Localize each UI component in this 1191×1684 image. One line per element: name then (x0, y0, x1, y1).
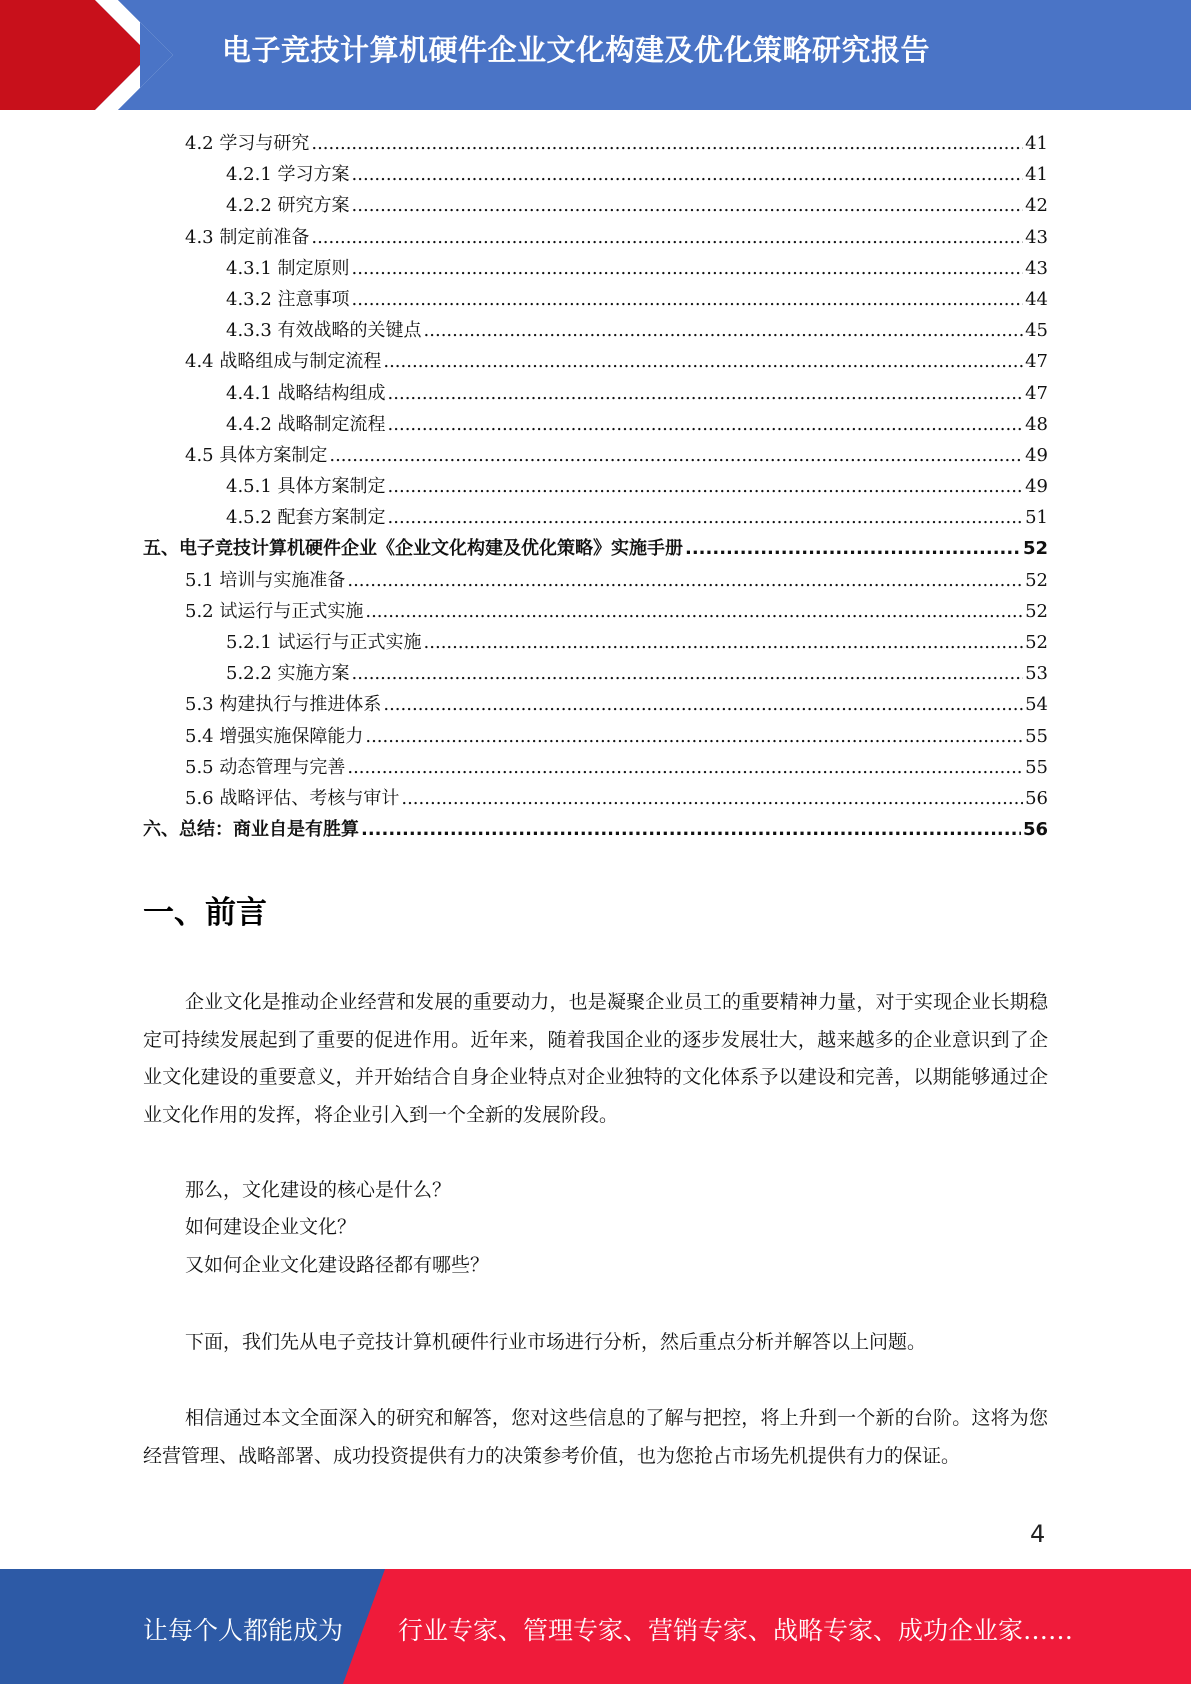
toc-entry-title: 4.5 具体方案制定 (185, 444, 328, 466)
toc-entry-title: 5.5 动态管理与完善 (185, 756, 346, 778)
toc-entry-page: 43 (1025, 257, 1048, 279)
toc-entry[interactable] (143, 159, 1048, 190)
toc-entry-page: 49 (1025, 444, 1048, 466)
toc-entry-page: 52 (1025, 569, 1048, 591)
toc-entry-title: 4.5.2 配套方案制定 (226, 507, 386, 529)
toc-entry-page: 41 (1025, 133, 1048, 154)
toc-entry-title: 六、总结：商业自是有胜算 (143, 819, 359, 841)
toc-entry-page: 52 (1025, 632, 1048, 653)
toc-leader-dots (352, 284, 1024, 315)
toc-entry-page: 49 (1025, 476, 1048, 498)
toc-entry[interactable] (143, 752, 1048, 783)
toc-entry-page: 55 (1025, 725, 1048, 747)
toc-entry-title: 4.3 制定前准备 (185, 226, 310, 248)
toc-entry-page: 45 (1025, 320, 1048, 342)
toc-entry[interactable] (143, 783, 1048, 814)
toc-entry[interactable] (143, 378, 1048, 409)
toc-entry[interactable] (143, 440, 1048, 471)
toc-leader-dots (365, 596, 1023, 627)
toc-entry-title: 5.1 培训与实施准备 (185, 569, 346, 591)
toc-entry[interactable] (143, 658, 1048, 689)
toc-entry-title: 5.2 试运行与正式实施 (185, 600, 364, 622)
toc-leader-dots (388, 471, 1024, 502)
question-1: 那么，文化建设的核心是什么？ (185, 1179, 452, 1201)
page-header (0, 0, 1191, 110)
toc-leader-dots (383, 689, 1023, 720)
toc-leader-dots (365, 721, 1023, 752)
toc-entry-page: 51 (1025, 507, 1048, 529)
toc-entry-title: 5.2.2 实施方案 (226, 663, 350, 685)
toc-leader-dots (347, 565, 1023, 596)
toc-entry-page: 55 (1025, 756, 1048, 778)
toc-entry[interactable] (143, 253, 1048, 284)
toc-entry-title: 4.4 战略组成与制定流程 (185, 351, 382, 373)
toc-leader-dots (347, 752, 1023, 783)
toc-entry[interactable] (143, 627, 1048, 658)
toc-entry[interactable] (143, 190, 1048, 221)
intro-paragraph: 企业文化是推动企业经营和发展的重要动力，也是凝聚企业员工的重要精神力量，对于实现企业长期稳定可持续发展起到了重要的促进作用。近年来，随着我国企业的逐步发展壮大，越来越多的企业意识到了企业文化建设的重要意义，并开始结合自身企业特点对企业独特的文化体系予以建设和完善，以期能够通过企业文化作用的发挥，将企业引入到一个全新的发展阶段。 (143, 991, 1048, 1126)
toc-entry-page: 56 (1025, 787, 1048, 809)
toc-leader-dots (361, 814, 1021, 845)
toc-entry-title: 4.3.1 制定原则 (226, 257, 350, 279)
section-title: 一、前言 (143, 895, 267, 931)
toc-leader-dots (685, 533, 1021, 564)
toc-entry-title: 4.4.2 战略制定流程 (226, 413, 386, 435)
toc-leader-dots (311, 128, 1023, 159)
toc-leader-dots (352, 190, 1024, 221)
toc-entry[interactable] (143, 533, 1048, 564)
toc-leader-dots (352, 159, 1024, 190)
toc-leader-dots (388, 409, 1024, 440)
toc-entry[interactable] (143, 284, 1048, 315)
toc-leader-dots (424, 315, 1024, 346)
toc-entry-title: 五、电子竞技计算机硬件企业《企业文化构建及优化策略》实施手册 (143, 538, 683, 560)
toc-entry[interactable] (143, 471, 1048, 502)
toc-entry-page: 43 (1025, 226, 1048, 248)
question-2: 如何建设企业文化？ (185, 1216, 357, 1238)
toc-entry-page: 48 (1025, 413, 1048, 435)
toc-entry-title: 5.4 增强实施保障能力 (185, 725, 364, 747)
page-number: 4 (1030, 1520, 1046, 1548)
toc-entry-title: 4.2 学习与研究 (185, 133, 310, 154)
conclusion-paragraph: 相信通过本文全面深入的研究和解答，您对这些信息的了解与把控，将上升到一个新的台阶。这将为您经营管理、战略部署、成功投资提供有力的决策参考价值，也为您抢占市场先机提供有力的保证。 (143, 1407, 1048, 1467)
toc-entry[interactable] (143, 409, 1048, 440)
toc-leader-dots (424, 627, 1024, 658)
toc-leader-dots (311, 222, 1023, 253)
question-3: 又如何企业文化建设路径都有哪些？ (185, 1254, 490, 1276)
toc-entry[interactable] (143, 565, 1048, 596)
toc-entry-title: 5.3 构建执行与推进体系 (185, 694, 382, 716)
toc-entry-title: 5.2.1 试运行与正式实施 (226, 632, 422, 653)
toc-entry-page: 44 (1025, 288, 1048, 310)
toc-entry-title: 4.3.2 注意事项 (226, 288, 350, 310)
toc-entry-page: 52 (1025, 600, 1048, 622)
toc-entry[interactable] (143, 128, 1048, 159)
table-of-contents (143, 128, 1048, 845)
toc-entry[interactable] (143, 346, 1048, 377)
toc-entry-title: 4.5.1 具体方案制定 (226, 476, 386, 498)
toc-entry-page: 52 (1022, 538, 1048, 560)
toc-entry-page: 41 (1025, 164, 1048, 186)
toc-entry-page: 42 (1025, 195, 1048, 217)
page-footer (0, 1569, 1191, 1684)
toc-leader-dots (388, 378, 1024, 409)
toc-entry[interactable] (143, 502, 1048, 533)
toc-leader-dots (352, 658, 1024, 689)
toc-entry-page: 47 (1025, 351, 1048, 373)
analysis-paragraph: 下面，我们先从电子竞技计算机硬件行业市场进行分析，然后重点分析并解答以上问题。 (185, 1331, 927, 1353)
toc-entry-page: 53 (1025, 663, 1048, 685)
toc-entry-title: 4.2.2 研究方案 (226, 195, 350, 217)
toc-entry-title: 4.2.1 学习方案 (226, 164, 350, 186)
toc-entry-title: 4.4.1 战略结构组成 (226, 382, 386, 404)
toc-leader-dots (383, 346, 1023, 377)
toc-leader-dots (388, 502, 1024, 533)
toc-leader-dots (329, 440, 1023, 471)
toc-entry[interactable] (143, 814, 1048, 845)
toc-leader-dots (352, 253, 1024, 284)
toc-entry[interactable] (143, 721, 1048, 752)
toc-entry[interactable] (143, 315, 1048, 346)
header-title: 电子竞技计算机硬件企业文化构建及优化策略研究报告 (222, 33, 931, 67)
toc-entry[interactable] (143, 596, 1048, 627)
toc-entry-page: 56 (1022, 819, 1048, 841)
toc-entry-page: 54 (1025, 694, 1048, 716)
footer-slogan-left: 让每个人都能成为 (143, 1616, 344, 1645)
toc-entry[interactable] (143, 689, 1048, 720)
toc-entry-title: 4.3.3 有效战略的关键点 (226, 320, 422, 342)
toc-leader-dots (401, 783, 1023, 814)
footer-slogan-right: 行业专家、管理专家、营销专家、战略专家、成功企业家…… (398, 1616, 1074, 1645)
toc-entry[interactable] (143, 222, 1048, 253)
toc-entry-page: 47 (1025, 382, 1048, 404)
header-chevron-decoration (0, 0, 260, 110)
toc-entry-title: 5.6 战略评估、考核与审计 (185, 787, 400, 809)
